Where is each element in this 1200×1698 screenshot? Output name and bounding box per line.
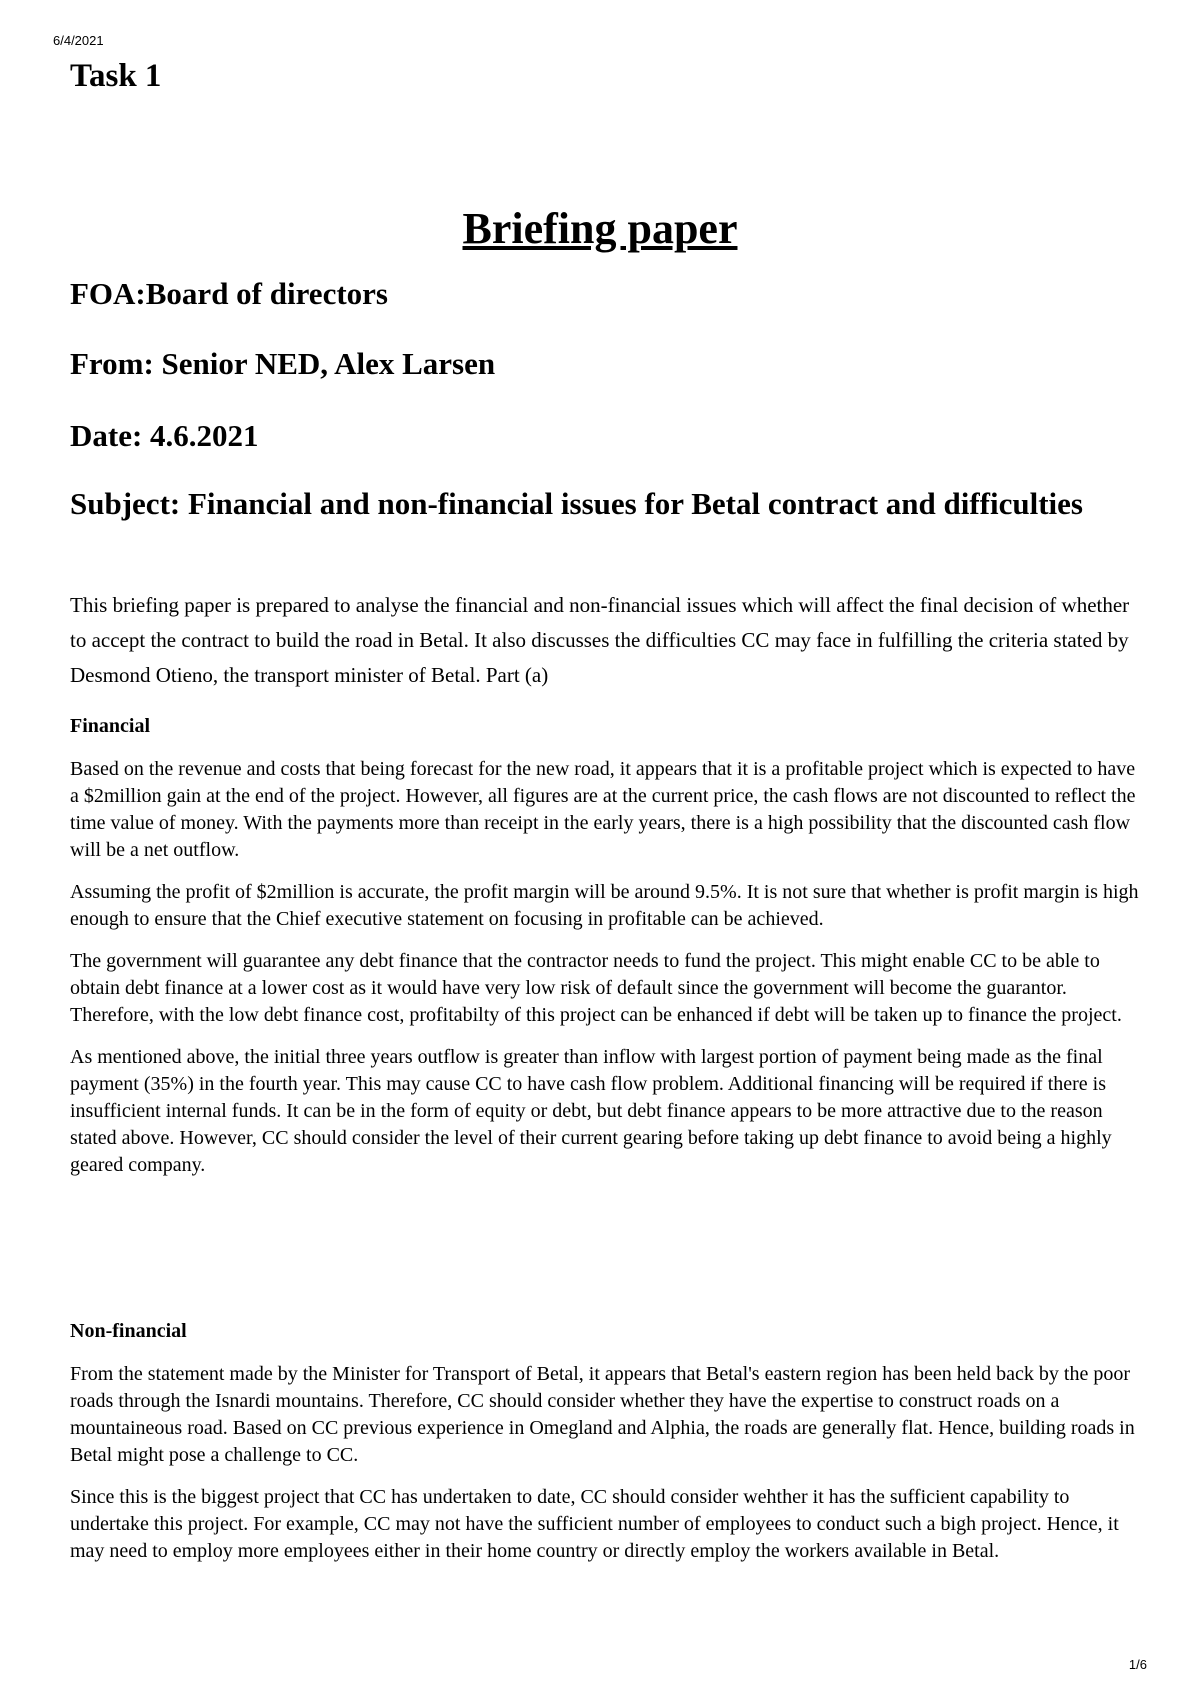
page-number: 1/6 <box>1128 1657 1147 1672</box>
financial-section <box>70 712 1140 1194</box>
foa-line: FOA:Board of directors <box>70 276 388 311</box>
financial-heading: Financial <box>70 715 151 737</box>
subject-line: Subject: Financial and non-financial issues for Betal contract and difficulties <box>70 486 1083 521</box>
non-financial-paragraph: Since this is the biggest project that CC has undertaken to date, CC should consider wehther it has the sufficient capability to undertake this project. For example, CC may not have the sufficient number of employees to conduct such a bigh project. Hence, it may need to employ more employees either in their home country or directly employ the workers available in Betal. <box>70 1486 1119 1562</box>
financial-paragraph: As mentioned above, the initial three years outflow is greater than inflow with largest portion of payment being made as the final payment (35%) in the fourth year. This may cause CC to have cash flow problem. Additional financing will be required if there is insufficient internal funds. It can be in the form of equity or debt, but debt finance appears to be more attractive due to the reason stated above. However, CC should consider the level of their current gearing before taking up debt finance to avoid being a highly geared company. <box>70 1046 1112 1176</box>
from-line: From: Senior NED, Alex Larsen <box>70 346 496 381</box>
non-financial-section <box>70 1317 1140 1580</box>
non-financial-heading: Non-financial <box>70 1320 187 1342</box>
financial-paragraph: Assuming the profit of $2million is accurate, the profit margin will be around 9.5%. It is not sure that whether is profit margin is high enough to ensure that the Chief executive statement on focusing in profitable can be achieved. <box>70 881 1139 930</box>
task-title: Task 1 <box>70 58 162 94</box>
print-date: 6/4/2021 <box>53 33 104 48</box>
intro-paragraph: This briefing paper is prepared to analyse the financial and non-financial issues which will affect the final decision of whether to accept the contract to build the road in Betal. It also discusses the difficulties CC may face in fulfilling the criteria stated by Desmond Otieno, the transport minister of Betal. Part (a) <box>70 593 1130 687</box>
document-title: Briefing paper <box>462 204 738 253</box>
financial-paragraph: The government will guarantee any debt finance that the contractor needs to fund the project. This might enable CC to be able to obtain debt finance at a lower cost as it would have very low risk of default since the government will become the guarantor. Therefore, with the low debt finance cost, profitabilty of this project can be enhanced if debt will be taken up to finance the project. <box>70 950 1122 1026</box>
date-line: Date: 4.6.2021 <box>70 418 259 453</box>
financial-paragraph: Based on the revenue and costs that being forecast for the new road, it appears that it is a profitable project which is expected to have a $2million gain at the end of the project. However, all figures are at the current price, the cash flows are not discounted to reflect the time value of money. With the payments more than receipt in the early years, there is a high possibility that the discounted cash flow will be a net outflow. <box>70 758 1136 861</box>
non-financial-paragraph: From the statement made by the Minister for Transport of Betal, it appears that Betal's eastern region has been held back by the poor roads through the Isnardi mountains. Therefore, CC should consider whether they have the expertise to construct roads on a mountaineous road. Based on CC previous experience in Omegland and Alphia, the roads are generally flat. Hence, building roads in Betal might pose a challenge to CC. <box>70 1363 1135 1466</box>
